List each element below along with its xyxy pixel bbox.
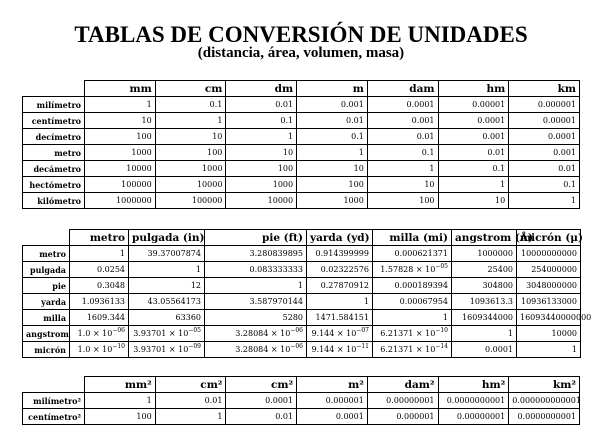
row-header: milímetro [23,97,85,113]
table-cell: 0.01 [226,409,297,425]
table-cell: 100 [155,145,226,161]
table-cell: 12 [129,278,205,294]
table-cell: 0.001 [509,145,580,161]
table-cell: 10000 [155,177,226,193]
table-row [23,161,580,177]
mantissa: 3.28084 × 10 [235,329,291,338]
table3-header-row [23,377,580,393]
table-cell [373,342,452,358]
table-cell: 0.00067954 [373,294,452,310]
corner-cell [23,81,85,97]
column-header: pulgada (in) [129,230,205,246]
table-cell: 0.1 [509,177,580,193]
exponent: −09 [188,343,201,350]
mantissa: 1.0 × 10 [77,329,113,338]
column-header: dm [226,81,297,97]
exponent: −07 [356,327,369,334]
table-cell: 3.587970144 [205,294,307,310]
mantissa: 1.0 × 10 [77,345,113,354]
table-cell: 1 [155,409,226,425]
table-cell: 0.01 [438,145,509,161]
table-cell: 0.0000000001 [509,409,580,425]
exponent: −06 [290,327,303,334]
table-cell: 16093440000000 [517,310,581,326]
table-cell: 1093613.3 [452,294,517,310]
table-row [23,145,580,161]
table-cell: 0.914399999 [307,246,373,262]
table-cell: 0.1 [155,97,226,113]
row-header: yarda [23,294,70,310]
exponent: −05 [188,327,201,334]
table-cell: 10000 [226,193,297,209]
table-cell: 39.37007874 [129,246,205,262]
mantissa: 6.21371 × 10 [380,345,436,354]
table-cell: 0.1 [297,129,368,145]
table-cell: 0.3048 [70,278,129,294]
table-cell: 1000000 [85,193,156,209]
table-cell: 100000 [155,193,226,209]
table-cell: 0.00000001 [367,393,438,409]
table-cell: 3048000000 [517,278,581,294]
table-cell: 0.000621371 [373,246,452,262]
table-cell: 0.01 [367,129,438,145]
table-cell: 0.0254 [70,262,129,278]
table-row [23,342,581,358]
table-cell: 10 [367,177,438,193]
column-header: cm² [155,377,226,393]
exponent: −11 [356,343,369,350]
table-cell: 1 [155,113,226,129]
page-title: TABLAS DE CONVERSIÓN DE UNIDADES [74,22,528,47]
column-header: mm² [85,377,156,393]
row-header: milímetro² [23,393,85,409]
table-row [23,262,581,278]
column-header: mm [85,81,156,97]
table-cell: 1 [373,310,452,326]
row-header: pulgada [23,262,70,278]
table-cell: 3.280839895 [205,246,307,262]
table-cell [129,326,205,342]
column-header: m [297,81,368,97]
mantissa: 3.28084 × 10 [235,345,291,354]
table-cell: 1609344000 [452,310,517,326]
column-header: micrón (μ) [517,230,581,246]
table-cell: 1 [205,278,307,294]
table-cell: 10000000000 [517,246,581,262]
table-cell: 1471.584151 [307,310,373,326]
table-cell: 0.00001 [509,113,580,129]
table-cell: 0.1 [226,113,297,129]
table-row [23,193,580,209]
table-cell: 1 [129,262,205,278]
table-cell: 0.02322576 [307,262,373,278]
table-cell [129,342,205,358]
exponent: −14 [435,343,448,350]
exponent: −05 [435,263,448,270]
row-header: milla [23,310,70,326]
table-cell [307,326,373,342]
table-row [23,326,581,342]
table-cell: 1 [297,145,368,161]
corner-cell [23,230,70,246]
table-cell: 0.001 [438,129,509,145]
row-header: metro [23,246,70,262]
row-header: decámetro [23,161,85,177]
table-cell: 254000000 [517,262,581,278]
table-cell [373,326,452,342]
mantissa: 9.144 × 10 [311,329,357,338]
column-header: dam [367,81,438,97]
table-cell: 1 [517,342,581,358]
table-row [23,294,581,310]
table-row [23,113,580,129]
table-cell: 1.0936133 [70,294,129,310]
table-cell [70,326,129,342]
column-header: angstrom (Å) [452,230,517,246]
table-cell: 0.001 [297,97,368,113]
table-row [23,129,580,145]
column-header: dam² [367,377,438,393]
column-header: hm [438,81,509,97]
mantissa: 6.21371 × 10 [380,329,436,338]
table-cell: 0.01 [509,161,580,177]
row-header: pie [23,278,70,294]
table-cell: 1 [438,177,509,193]
table-cell: 304800 [452,278,517,294]
table-cell: 43.05564173 [129,294,205,310]
table-cell: 0.000001 [297,393,368,409]
table-cell: 1 [85,393,156,409]
mantissa: 9.144 × 10 [311,345,357,354]
table-cell: 0.27870912 [307,278,373,294]
table-cell: 100 [297,177,368,193]
table-cell: 0.0001 [297,409,368,425]
row-header: decímetro [23,129,85,145]
table-cell: 0.0001 [367,97,438,113]
mantissa: 3.93701 × 10 [133,345,189,354]
table-cell: 0.1 [367,145,438,161]
column-header: metro [70,230,129,246]
table-cell: 1000 [297,193,368,209]
table-cell: 1 [452,326,517,342]
table-cell: 1 [367,161,438,177]
table-row [23,97,580,113]
corner-cell [23,377,85,393]
area-metric-table [22,376,580,425]
row-header: metro [23,145,85,161]
table-row [23,409,580,425]
table-cell: 0.000189394 [373,278,452,294]
row-header: kilómetro [23,193,85,209]
column-header: milla (mi) [373,230,452,246]
table-cell: 10 [85,113,156,129]
page-subtitle: (distancia, área, volumen, masa) [197,45,405,61]
table-cell: 0.1 [438,161,509,177]
column-header: cm² [226,377,297,393]
column-header: m² [297,377,368,393]
table-cell: 0.00001 [438,97,509,113]
table-cell: 0.01 [155,393,226,409]
table-cell [205,342,307,358]
table-cell: 1 [509,193,580,209]
table-cell: 1000 [155,161,226,177]
table-cell: 5280 [205,310,307,326]
table-cell [373,262,452,278]
table-cell: 0.0001 [509,129,580,145]
column-header: pie (ft) [205,230,307,246]
mantissa: 1.57828 × 10 [380,265,436,274]
table-cell: 0.0001 [438,113,509,129]
table-cell: 0.01 [297,113,368,129]
column-header: yarda (yd) [307,230,373,246]
table-row [23,246,581,262]
table-cell: 100 [367,193,438,209]
table-cell: 100 [226,161,297,177]
column-header: km² [509,377,580,393]
table2-header-row [23,230,581,246]
table-row [23,278,581,294]
table-cell: 1000000 [452,246,517,262]
table-cell: 0.001 [367,113,438,129]
row-header: hectómetro [23,177,85,193]
row-header: micrón [23,342,70,358]
table-cell: 100 [85,129,156,145]
exponent: −10 [112,343,125,350]
table-cell: 10000 [517,326,581,342]
table-cell [307,342,373,358]
table-cell: 0.000001 [367,409,438,425]
table-cell: 1609.344 [70,310,129,326]
column-header: km [509,81,580,97]
table-cell: 10000 [85,161,156,177]
row-header: centímetro [23,113,85,129]
table-cell: 1000 [226,177,297,193]
table-cell: 1 [307,294,373,310]
table-cell [205,326,307,342]
table-cell [70,342,129,358]
table-cell: 100 [85,409,156,425]
column-header: cm [155,81,226,97]
exponent: −10 [435,327,448,334]
table-row [23,393,580,409]
table-cell: 10936133000 [517,294,581,310]
table-cell: 1 [85,97,156,113]
table-cell: 63360 [129,310,205,326]
table-cell: 0.0000000001 [438,393,509,409]
table-cell: 100000 [85,177,156,193]
table-cell: 1000 [85,145,156,161]
table-row [23,310,581,326]
table-cell: 1 [70,246,129,262]
table-cell: 0.000001 [509,97,580,113]
table-cell: 10 [226,145,297,161]
column-header: hm² [438,377,509,393]
table-cell: 10 [155,129,226,145]
table1-header-row [23,81,580,97]
table-row [23,177,580,193]
mantissa: 3.93701 × 10 [133,329,189,338]
table-cell: 0.01 [226,97,297,113]
row-header: angstrom [23,326,70,342]
exponent: −06 [290,343,303,350]
table-cell: 10 [438,193,509,209]
length-metric-table [22,80,580,209]
exponent: −06 [112,327,125,334]
row-header: centímetro² [23,409,85,425]
table-cell: 0.083333333 [205,262,307,278]
table-cell: 0.00000001 [438,409,509,425]
length-units-table [22,229,592,358]
table-cell: 25400 [452,262,517,278]
table-cell: 0.0001 [452,342,517,358]
table-cell: 0.000000000001 [509,393,580,409]
table-cell: 1 [226,129,297,145]
table-cell: 10 [297,161,368,177]
table-cell: 0.0001 [226,393,297,409]
